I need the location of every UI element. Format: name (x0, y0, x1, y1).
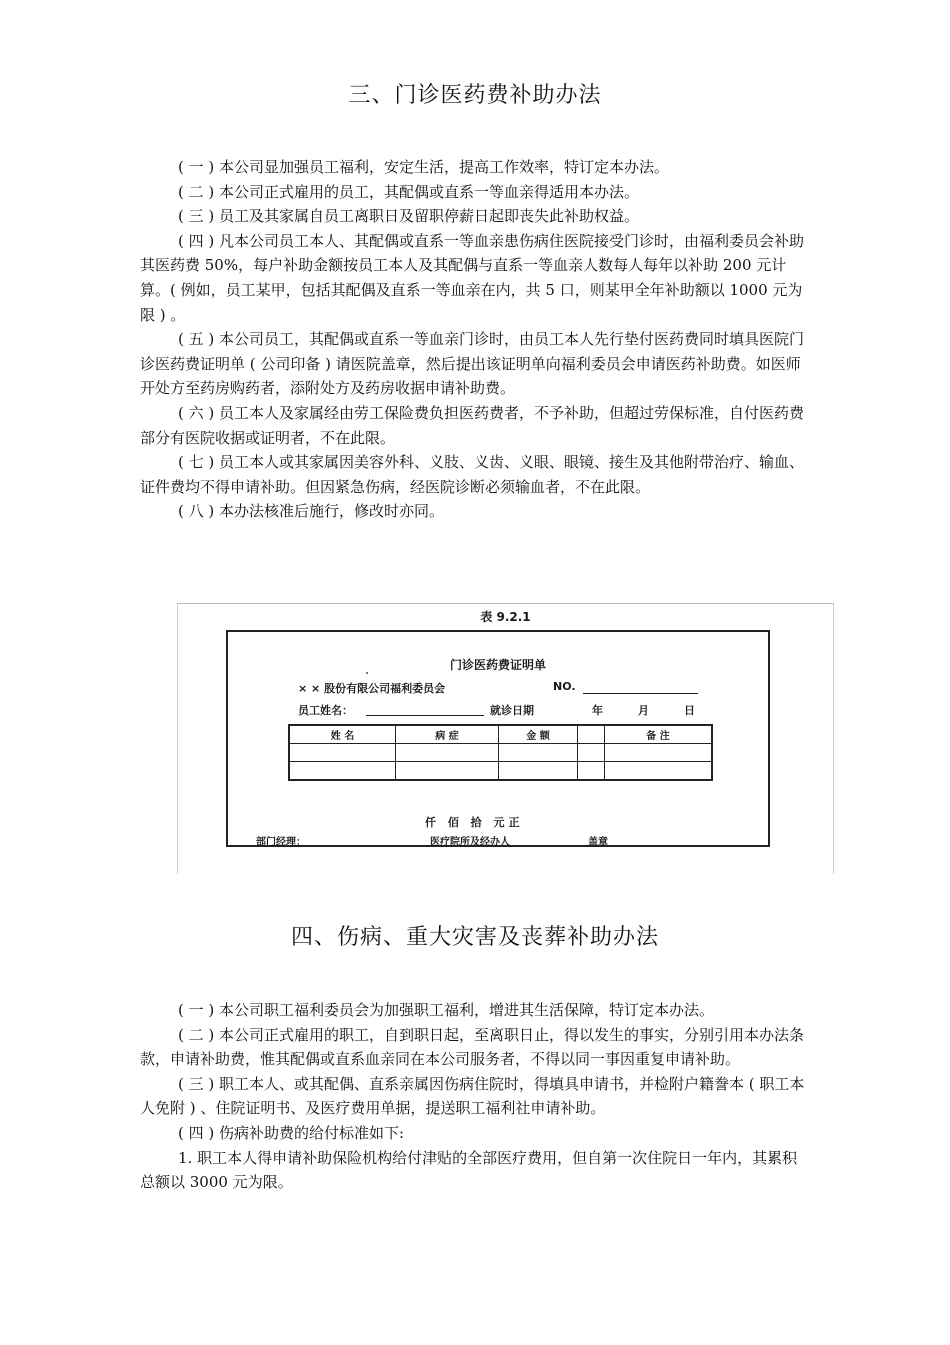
paragraph: ( 七 ) 员工本人或其家属因美容外科、义肢、义齿、义眼、眼镜、接生及其他附带治疗、输血、证件费均不得申请补助。但因紧急伤病，经医院诊断必须输血者，不在此限。 (140, 453, 805, 496)
paragraph: ( 一 ) 本公司显加强员工福利，安定生活，提高工作效率，特订定本办法。 (178, 158, 670, 176)
form-amount-line: 仟 佰 拾 元正 (425, 816, 524, 829)
form-agent-label: 医疗院所及经办人 (430, 837, 510, 848)
paragraph: ( 二 ) 本公司正式雇用的职工，自到职日起，至离职日止，得以发生的事实，分别引用本办法条款，申请补助费，惟其配偶或直系血亲同在本公司服务者，不得以同一事因重复申请补助。 (140, 1025, 805, 1069)
table-header-row (289, 725, 712, 744)
header-remarks: 备 注 (605, 725, 713, 744)
form-figure (177, 603, 834, 874)
section-4-body (140, 998, 810, 1195)
paragraph: ( 三 ) 员工及其家属自员工离职日及留职停薪日起即丧失此补助权益。 (178, 207, 640, 226)
paragraph: ( 五 ) 本公司员工，其配偶或直系一等血亲门诊时，由员工本人先行垫付医药费同时填具医院门诊医药费证明单 ( 公司印备 ) 请医院盖章，然后提出该证明单向福利委员会申请医药补助费。如医师开处方至药房购药者，添附处方及药房收据申请补助费。 (140, 330, 805, 398)
form-no-line (583, 693, 698, 694)
section-3-title: 三、门诊医药费补助办法 (348, 83, 602, 108)
form-year: 年 (592, 704, 603, 717)
form-title: 门诊医药费证明单 (449, 658, 546, 672)
paragraph: ( 二 ) 本公司正式雇用的员工，其配偶或直系一等血亲得适用本办法。 (178, 182, 640, 201)
paragraph: ( 八 ) 本办法核准后施行，修改时亦同。 (178, 502, 445, 521)
paragraph: ( 六 ) 员工本人及家属经由劳工保险费负担医药费者，不予补助，但超过劳保标准，自付医药费部分有医院收据或证明者，不在此限。 (140, 403, 805, 447)
table-row (289, 744, 712, 762)
paragraph: ( 四 ) 凡本公司员工本人、其配偶或直系一等血亲患伤病住医院接受门诊时，由福利委员会补助其医药费 50%，每户补助金额按员工本人及其配偶与直系一等血亲人数每人每年以补助 200 元计算。( 例如，员工某甲，包括其配偶及直系一等血亲在内，共 5 口，则某甲全年补助额以 1000 元为限 ) 。 (140, 231, 805, 324)
form-day: 日 (684, 704, 695, 717)
form-date-label: 就诊日期 (490, 704, 534, 717)
figure-caption: 表 9.2.1 (480, 610, 531, 624)
form-name-label: 员工姓名： (298, 704, 353, 717)
form-no-label: NO. (553, 680, 576, 693)
header-name: 姓 名 (289, 725, 396, 744)
form-table (288, 724, 713, 781)
header-amount: 金 额 (499, 725, 578, 744)
certificate-form (226, 630, 770, 847)
form-month: 月 (638, 704, 649, 717)
paragraph: 1. 职工本人得申请补助保险机构给付津贴的全部医疗费用，但自第一次住院日一年内，其累积总额以 3000 元为限。 (140, 1148, 798, 1192)
header-amount-sub (578, 725, 605, 744)
header-illness: 病 症 (396, 725, 499, 744)
paragraph: ( 一 ) 本公司职工福利委员会为加强职工福利，增进其生活保障，特订定本办法。 (178, 1001, 715, 1019)
section-4-title: 四、伤病、重大灾害及丧葬补助办法 (290, 925, 659, 950)
form-seal-label: 盖章 (588, 837, 608, 848)
form-name-line (366, 715, 484, 716)
form-manager-label: 部门经理： (256, 837, 306, 848)
paragraph: ( 四 ) 伤病补助费的给付标准如下: (178, 1123, 405, 1142)
form-company: × × 股份有限公司福利委员会 (298, 682, 446, 695)
section-3-body (140, 155, 810, 524)
paragraph: ( 三 ) 职工本人、或其配偶、直系亲属因伤病住院时，得填具申请书，并检附户籍誊本 ( 职工本人免附 ) 、住院证明书、及医疗费用单据，提送职工福利社申请补助。 (140, 1074, 805, 1118)
table-row (289, 762, 712, 781)
